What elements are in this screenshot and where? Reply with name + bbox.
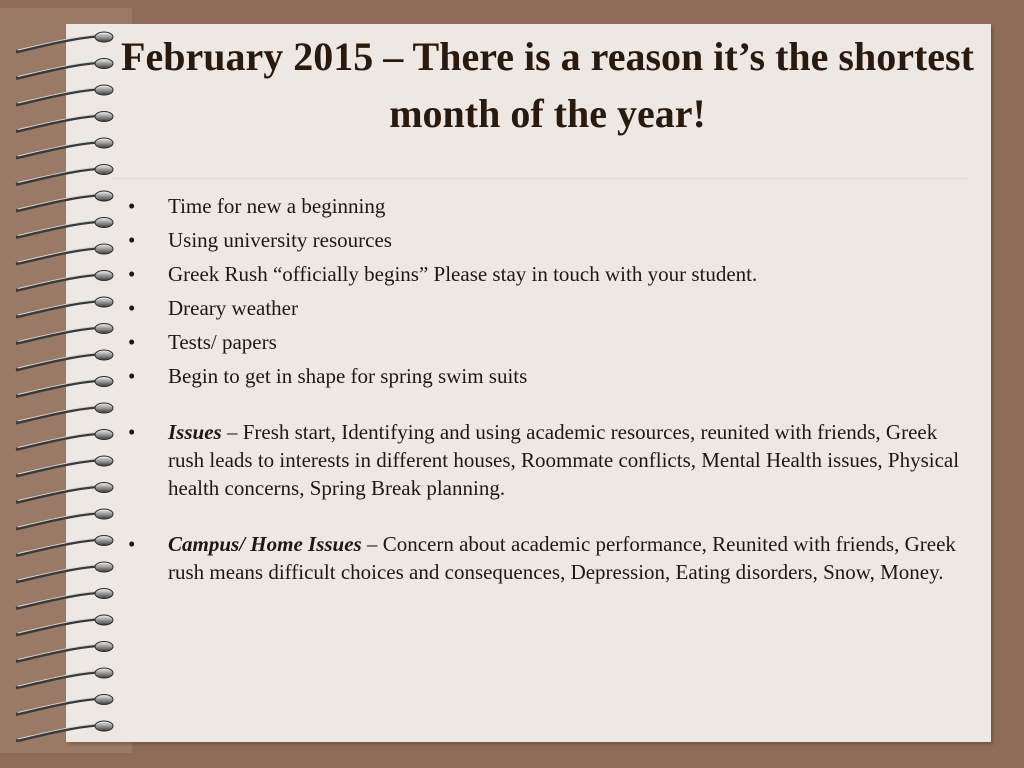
bullet-icon: • [128,532,136,556]
bullet-icon: • [128,262,136,286]
title-divider [110,178,970,179]
page-title: February 2015 – There is a reason it’s the shortest month of the year! [121,34,974,136]
campus-issues-item [128,530,978,586]
bullet-icon: • [128,330,136,354]
spiral-coil-icon [16,138,113,158]
spiral-coil-icon [16,668,113,688]
issues-item [128,418,978,502]
spiral-coil-icon [16,483,113,503]
spiral-coil-icon [16,324,113,344]
spiral-coil-icon [16,271,113,291]
spiral-binding-icon [12,30,122,742]
bullet-icon: • [128,420,136,444]
spiral-coil-icon [16,297,113,317]
spiral-coil-icon [16,695,113,715]
list-item: • Begin to get in shape for spring swim suits [128,364,528,388]
spiral-coil-icon [16,350,113,370]
spiral-coil-icon [16,430,113,450]
list-item: • Time for new a beginning [128,194,386,218]
spiral-coil-icon [16,165,113,185]
bullet-icon: • [128,228,136,252]
list-item: • Using university resources [128,228,392,252]
spiral-coil-icon [16,244,113,264]
spiral-coil-icon [16,562,113,582]
spiral-coil-icon [16,32,113,52]
bullet-icon: • [128,296,136,320]
spiral-coil-icon [16,615,113,635]
list-item: • Greek Rush “officially begins” Please stay in touch with your student. [128,262,758,286]
spiral-coil-icon [16,59,113,79]
spiral-coil-icon [16,191,113,211]
bullet-list [128,192,978,592]
spiral-coil-icon [16,85,113,105]
issues-text: – Fresh start, Identifying and using academic resources, reunited with friends, Greek rush leads to interests in different houses, Roommate conflicts, Mental Health issues, Physical health concerns, Spring Break planning. [168,420,960,500]
spiral-coil-icon [16,509,113,529]
campus-issues-text: – Concern about academic performance, Reunited with friends, Greek rush means difficult choices and consequences, Depression, Eating disorders, Snow, Money. [168,532,956,584]
spiral-coil-icon [16,218,113,238]
bullet-icon: • [128,194,136,218]
spiral-coil-icon [16,403,113,423]
spiral-coil-icon [16,642,113,662]
spiral-coil-icon [16,589,113,609]
campus-issues-label: Campus/ Home Issues [168,532,362,556]
bullet-icon: • [128,364,136,388]
spiral-coil-icon [16,456,113,476]
spiral-coil-icon [16,112,113,132]
spiral-coil-icon [16,536,113,556]
list-item: • Tests/ papers [128,330,277,354]
spiral-coil-icon [16,721,113,741]
list-item: • Dreary weather [128,296,298,320]
issues-label: Issues [168,420,222,444]
spiral-coil-icon [16,377,113,397]
